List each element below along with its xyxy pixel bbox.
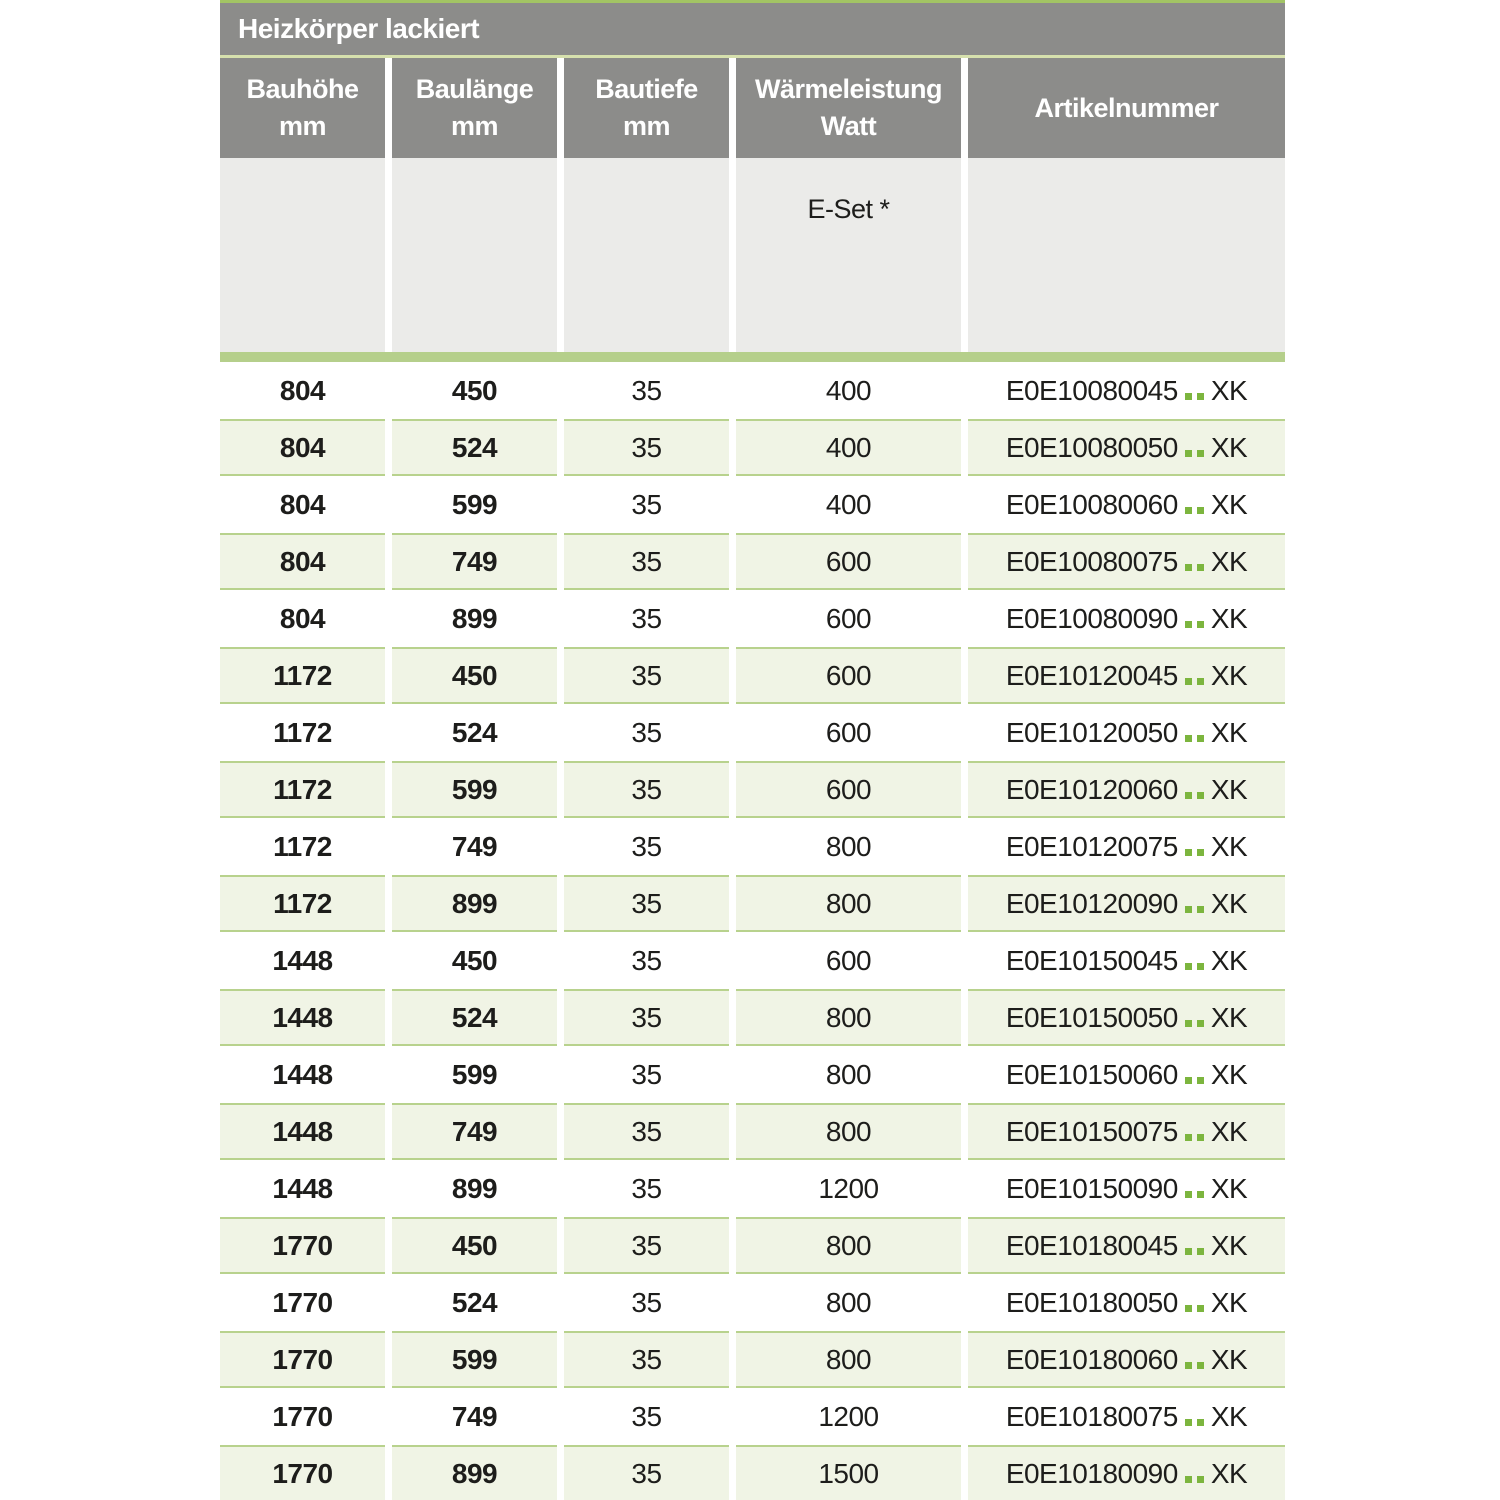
artikelnummer-suffix: XK bbox=[1210, 887, 1248, 919]
artikelnummer-base: E0E10120075 bbox=[1005, 830, 1178, 862]
artikelnummer-suffix: XK bbox=[1210, 374, 1248, 406]
artikelnummer-base: E0E10150045 bbox=[1005, 944, 1178, 976]
header-cell-artikelnummer bbox=[968, 58, 1285, 158]
artikelnummer-placeholder-dots-icon bbox=[1185, 1458, 1204, 1490]
header-cell-baulaenge bbox=[392, 58, 557, 158]
cell-bautiefe: 35 bbox=[564, 1331, 729, 1388]
header-cell-waermeleistung bbox=[736, 58, 961, 158]
subheader-cell-eset bbox=[736, 158, 961, 352]
table-title: Heizkörper lackiert bbox=[238, 13, 480, 44]
artikelnummer-suffix: XK bbox=[1210, 1229, 1248, 1261]
artikelnummer-placeholder-dots-icon bbox=[1185, 546, 1204, 578]
cell-bauhoehe: 1448 bbox=[220, 989, 385, 1046]
artikelnummer-placeholder-dots-icon bbox=[1185, 945, 1204, 977]
cell-bauhoehe: 804 bbox=[279, 602, 326, 634]
cell-baulaenge: 749 bbox=[392, 1103, 557, 1160]
header-unit: mm bbox=[278, 111, 326, 141]
artikelnummer-base: E0E10150050 bbox=[1005, 1001, 1178, 1033]
artikelnummer-placeholder-dots-icon bbox=[1185, 1002, 1204, 1034]
table-row bbox=[220, 1388, 1285, 1445]
artikelnummer-suffix: XK bbox=[1210, 830, 1248, 862]
artikelnummer-base: E0E10180045 bbox=[1005, 1229, 1178, 1261]
cell-artikelnummer bbox=[968, 704, 1285, 761]
cell-artikelnummer bbox=[968, 989, 1285, 1046]
cell-waermeleistung: 1500 bbox=[736, 1445, 961, 1500]
header-unit: mm bbox=[622, 111, 670, 141]
cell-artikelnummer bbox=[968, 476, 1285, 533]
artikelnummer-base: E0E10180075 bbox=[1005, 1400, 1178, 1432]
artikelnummer-base: E0E10150060 bbox=[1005, 1058, 1178, 1090]
eset-label: E-Set * bbox=[807, 194, 890, 224]
artikelnummer-suffix: XK bbox=[1210, 1001, 1248, 1033]
artikelnummer-base: E0E10150075 bbox=[1005, 1115, 1178, 1147]
cell-artikelnummer bbox=[968, 1331, 1285, 1388]
header-cell-bautiefe bbox=[564, 58, 729, 158]
cell-baulaenge: 450 bbox=[392, 1217, 557, 1274]
cell-bautiefe: 35 bbox=[564, 533, 729, 590]
artikelnummer-base: E0E10120090 bbox=[1005, 887, 1178, 919]
cell-bautiefe: 35 bbox=[631, 1400, 662, 1432]
cell-artikelnummer bbox=[968, 1217, 1285, 1274]
cell-waermeleistung: 800 bbox=[736, 1331, 961, 1388]
cell-artikelnummer bbox=[968, 533, 1285, 590]
cell-bauhoehe: 1172 bbox=[220, 647, 385, 704]
cell-bautiefe: 35 bbox=[564, 989, 729, 1046]
cell-bautiefe: 35 bbox=[631, 1286, 662, 1318]
cell-bauhoehe: 1172 bbox=[273, 830, 332, 862]
cell-waermeleistung: 1200 bbox=[818, 1172, 879, 1204]
cell-waermeleistung: 1200 bbox=[818, 1400, 879, 1432]
table-row bbox=[220, 1274, 1285, 1331]
cell-waermeleistung: 800 bbox=[736, 1103, 961, 1160]
cell-bautiefe: 35 bbox=[631, 602, 662, 634]
table-row bbox=[220, 761, 1285, 818]
artikelnummer-placeholder-dots-icon bbox=[1185, 660, 1204, 692]
subheader-cell bbox=[220, 158, 385, 352]
cell-baulaenge: 749 bbox=[451, 830, 498, 862]
cell-artikelnummer bbox=[968, 590, 1285, 647]
cell-baulaenge: 599 bbox=[392, 761, 557, 818]
table-row bbox=[220, 1103, 1285, 1160]
table-row bbox=[220, 419, 1285, 476]
cell-bauhoehe: 804 bbox=[279, 374, 326, 406]
cell-artikelnummer bbox=[968, 419, 1285, 476]
table-row bbox=[220, 1331, 1285, 1388]
header-label: Bauhöhe bbox=[246, 74, 359, 104]
table-row bbox=[220, 590, 1285, 647]
header-divider-bar bbox=[220, 352, 1285, 362]
cell-bautiefe: 35 bbox=[564, 875, 729, 932]
cell-baulaenge: 749 bbox=[392, 533, 557, 590]
artikelnummer-placeholder-dots-icon bbox=[1185, 603, 1204, 635]
cell-waermeleistung: 400 bbox=[736, 419, 961, 476]
cell-baulaenge: 524 bbox=[392, 419, 557, 476]
table-row bbox=[220, 647, 1285, 704]
artikelnummer-base: E0E10080050 bbox=[1005, 431, 1178, 463]
cell-baulaenge: 899 bbox=[392, 875, 557, 932]
cell-waermeleistung: 800 bbox=[736, 875, 961, 932]
table-row bbox=[220, 476, 1285, 533]
artikelnummer-suffix: XK bbox=[1210, 1457, 1248, 1489]
table-subheader-row bbox=[220, 158, 1285, 352]
cell-bauhoehe: 1172 bbox=[220, 875, 385, 932]
artikelnummer-suffix: XK bbox=[1210, 716, 1248, 748]
cell-waermeleistung: 600 bbox=[736, 647, 961, 704]
cell-bauhoehe: 1448 bbox=[272, 1058, 333, 1090]
artikelnummer-placeholder-dots-icon bbox=[1185, 375, 1204, 407]
artikelnummer-placeholder-dots-icon bbox=[1185, 1401, 1204, 1433]
artikelnummer-base: E0E10180090 bbox=[1005, 1457, 1178, 1489]
artikelnummer-placeholder-dots-icon bbox=[1185, 489, 1204, 521]
cell-bautiefe: 35 bbox=[631, 1058, 662, 1090]
cell-bautiefe: 35 bbox=[631, 488, 662, 520]
artikelnummer-placeholder-dots-icon bbox=[1185, 831, 1204, 863]
cell-bautiefe: 35 bbox=[564, 1445, 729, 1500]
artikelnummer-placeholder-dots-icon bbox=[1185, 1059, 1204, 1091]
artikelnummer-base: E0E10080075 bbox=[1005, 545, 1178, 577]
artikelnummer-base: E0E10120050 bbox=[1005, 716, 1178, 748]
table-header-row bbox=[220, 58, 1285, 158]
cell-waermeleistung: 600 bbox=[736, 761, 961, 818]
cell-bauhoehe: 1770 bbox=[220, 1217, 385, 1274]
cell-bauhoehe: 804 bbox=[279, 488, 326, 520]
artikelnummer-placeholder-dots-icon bbox=[1185, 1287, 1204, 1319]
cell-bautiefe: 35 bbox=[631, 716, 662, 748]
artikelnummer-suffix: XK bbox=[1210, 659, 1248, 691]
artikelnummer-suffix: XK bbox=[1210, 602, 1248, 634]
artikelnummer-base: E0E10080090 bbox=[1005, 602, 1178, 634]
table-title-bar bbox=[220, 3, 1285, 55]
cell-baulaenge: 899 bbox=[392, 1445, 557, 1500]
cell-waermeleistung: 800 bbox=[825, 830, 872, 862]
artikelnummer-suffix: XK bbox=[1210, 1343, 1248, 1375]
artikelnummer-placeholder-dots-icon bbox=[1185, 717, 1204, 749]
cell-waermeleistung: 800 bbox=[736, 989, 961, 1046]
cell-bauhoehe: 1172 bbox=[220, 761, 385, 818]
cell-baulaenge: 599 bbox=[451, 1058, 498, 1090]
cell-baulaenge: 524 bbox=[451, 1286, 498, 1318]
cell-waermeleistung: 400 bbox=[825, 374, 872, 406]
table-row bbox=[220, 1046, 1285, 1103]
cell-bauhoehe: 1448 bbox=[272, 944, 333, 976]
artikelnummer-placeholder-dots-icon bbox=[1185, 1116, 1204, 1148]
artikelnummer-base: E0E10150090 bbox=[1005, 1172, 1178, 1204]
cell-bauhoehe: 804 bbox=[220, 533, 385, 590]
table-body bbox=[220, 362, 1285, 1500]
cell-waermeleistung: 600 bbox=[825, 602, 872, 634]
table-row bbox=[220, 533, 1285, 590]
artikelnummer-base: E0E10080045 bbox=[1005, 374, 1178, 406]
cell-baulaenge: 599 bbox=[451, 488, 498, 520]
artikelnummer-placeholder-dots-icon bbox=[1185, 774, 1204, 806]
artikelnummer-placeholder-dots-icon bbox=[1185, 1173, 1204, 1205]
table-row bbox=[220, 1217, 1285, 1274]
cell-bautiefe: 35 bbox=[631, 944, 662, 976]
artikelnummer-base: E0E10080060 bbox=[1005, 488, 1178, 520]
cell-bauhoehe: 1770 bbox=[220, 1445, 385, 1500]
cell-baulaenge: 450 bbox=[392, 647, 557, 704]
cell-bautiefe: 35 bbox=[631, 374, 662, 406]
table-row bbox=[220, 989, 1285, 1046]
product-table bbox=[220, 0, 1285, 1500]
cell-bautiefe: 35 bbox=[631, 1172, 662, 1204]
header-label: Wärmeleistung bbox=[754, 74, 943, 104]
artikelnummer-suffix: XK bbox=[1210, 1058, 1248, 1090]
artikelnummer-suffix: XK bbox=[1210, 1115, 1248, 1147]
cell-artikelnummer bbox=[968, 932, 1285, 989]
cell-artikelnummer bbox=[968, 362, 1285, 419]
cell-waermeleistung: 600 bbox=[825, 716, 872, 748]
cell-baulaenge: 524 bbox=[451, 716, 498, 748]
artikelnummer-placeholder-dots-icon bbox=[1185, 1344, 1204, 1376]
cell-waermeleistung: 800 bbox=[825, 1286, 872, 1318]
artikelnummer-placeholder-dots-icon bbox=[1185, 888, 1204, 920]
cell-bauhoehe: 1448 bbox=[272, 1172, 333, 1204]
table-row bbox=[220, 704, 1285, 761]
cell-baulaenge: 599 bbox=[392, 1331, 557, 1388]
subheader-cell bbox=[392, 158, 557, 352]
artikelnummer-suffix: XK bbox=[1210, 1172, 1248, 1204]
cell-bautiefe: 35 bbox=[564, 761, 729, 818]
cell-bauhoehe: 804 bbox=[220, 419, 385, 476]
cell-bauhoehe: 1770 bbox=[272, 1400, 333, 1432]
artikelnummer-suffix: XK bbox=[1210, 944, 1248, 976]
cell-artikelnummer bbox=[968, 647, 1285, 704]
cell-artikelnummer bbox=[968, 1445, 1285, 1500]
cell-bauhoehe: 1770 bbox=[220, 1331, 385, 1388]
artikelnummer-suffix: XK bbox=[1210, 1286, 1248, 1318]
artikelnummer-suffix: XK bbox=[1210, 1400, 1248, 1432]
cell-artikelnummer bbox=[968, 1274, 1285, 1331]
artikelnummer-base: E0E10120045 bbox=[1005, 659, 1178, 691]
cell-artikelnummer bbox=[968, 1103, 1285, 1160]
cell-waermeleistung: 600 bbox=[736, 533, 961, 590]
cell-bautiefe: 35 bbox=[564, 419, 729, 476]
cell-bautiefe: 35 bbox=[564, 647, 729, 704]
cell-waermeleistung: 400 bbox=[825, 488, 872, 520]
cell-artikelnummer bbox=[968, 1160, 1285, 1217]
table-row bbox=[220, 875, 1285, 932]
cell-baulaenge: 450 bbox=[451, 944, 498, 976]
table-row bbox=[220, 818, 1285, 875]
cell-artikelnummer bbox=[968, 1388, 1285, 1445]
cell-bauhoehe: 1448 bbox=[220, 1103, 385, 1160]
subheader-cell bbox=[564, 158, 729, 352]
cell-baulaenge: 899 bbox=[451, 602, 498, 634]
table-row bbox=[220, 362, 1285, 419]
cell-bautiefe: 35 bbox=[564, 1217, 729, 1274]
cell-baulaenge: 450 bbox=[451, 374, 498, 406]
cell-artikelnummer bbox=[968, 818, 1285, 875]
artikelnummer-base: E0E10120060 bbox=[1005, 773, 1178, 805]
table-row bbox=[220, 1445, 1285, 1500]
cell-bauhoehe: 1172 bbox=[273, 716, 332, 748]
cell-artikelnummer bbox=[968, 1046, 1285, 1103]
artikelnummer-base: E0E10180050 bbox=[1005, 1286, 1178, 1318]
cell-artikelnummer bbox=[968, 761, 1285, 818]
cell-baulaenge: 899 bbox=[451, 1172, 498, 1204]
cell-baulaenge: 749 bbox=[451, 1400, 498, 1432]
subheader-cell bbox=[968, 158, 1285, 352]
cell-bautiefe: 35 bbox=[631, 830, 662, 862]
header-label: Baulänge bbox=[415, 74, 534, 104]
artikelnummer-suffix: XK bbox=[1210, 773, 1248, 805]
artikelnummer-placeholder-dots-icon bbox=[1185, 432, 1204, 464]
header-label: Artikelnummer bbox=[1034, 92, 1219, 123]
artikelnummer-suffix: XK bbox=[1210, 488, 1248, 520]
cell-bautiefe: 35 bbox=[564, 1103, 729, 1160]
header-unit: mm bbox=[450, 111, 498, 141]
artikelnummer-placeholder-dots-icon bbox=[1185, 1230, 1204, 1262]
artikelnummer-suffix: XK bbox=[1210, 431, 1248, 463]
header-cell-bauhoehe bbox=[220, 58, 385, 158]
header-unit: Watt bbox=[820, 111, 877, 141]
artikelnummer-suffix: XK bbox=[1210, 545, 1248, 577]
table-row bbox=[220, 1160, 1285, 1217]
cell-bauhoehe: 1770 bbox=[272, 1286, 333, 1318]
table-row bbox=[220, 932, 1285, 989]
cell-baulaenge: 524 bbox=[392, 989, 557, 1046]
cell-artikelnummer bbox=[968, 875, 1285, 932]
cell-waermeleistung: 600 bbox=[825, 944, 872, 976]
cell-waermeleistung: 800 bbox=[825, 1058, 872, 1090]
header-label: Bautiefe bbox=[595, 74, 698, 104]
artikelnummer-base: E0E10180060 bbox=[1005, 1343, 1178, 1375]
cell-waermeleistung: 800 bbox=[736, 1217, 961, 1274]
